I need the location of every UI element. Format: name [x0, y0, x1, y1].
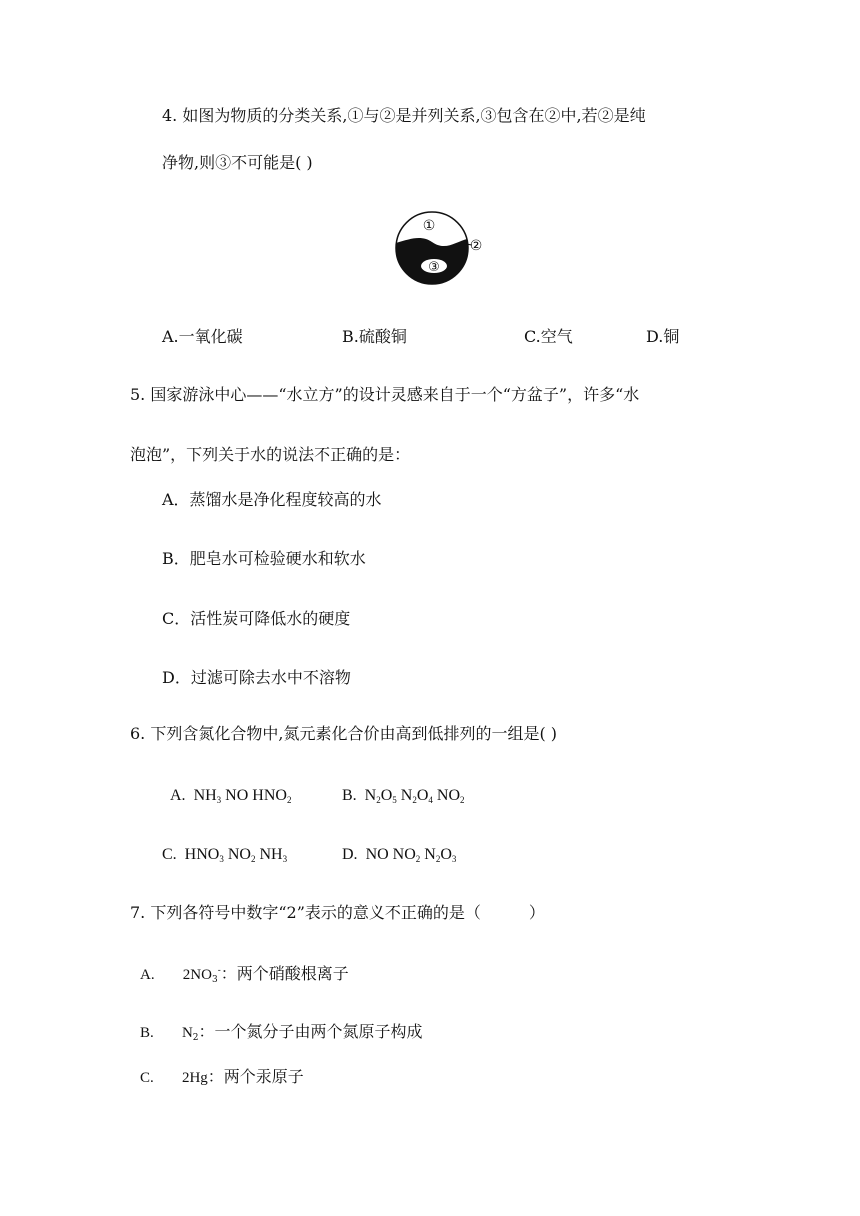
q6-option-b: B. $N_2O_5$ $N_2O_4$ $NO_2$	[342, 787, 465, 805]
q4-option-a: A.一氧化碳	[162, 327, 243, 346]
q7-option-a-label: A.	[140, 967, 155, 983]
q6-option-a: A. $NH_3$ NO $HNO_2$	[170, 787, 292, 805]
q4-stem-line1: 4. 如图为物质的分类关系,①与②是并列关系,③包含在②中,若②是纯	[162, 106, 646, 125]
figure-label-3: ③	[428, 260, 440, 275]
q6-option-d: D. NO $NO_2$ $N_2O_3$	[342, 846, 457, 864]
q7-stem: 7. 下列各符号中数字“2”表示的意义不正确的是（ ）	[130, 903, 545, 922]
q7-option-c-label: C.	[140, 1070, 154, 1086]
q7-option-b-label: B.	[140, 1025, 154, 1041]
q5-option-a: A．蒸馏水是净化程度较高的水	[162, 490, 382, 509]
q4-stem-line2: 净物,则③不可能是( )	[162, 153, 313, 172]
q5-option-d: D．过滤可除去水中不溶物	[162, 668, 351, 687]
figure-label-2: ②	[469, 238, 483, 254]
q6-option-d-label: D.	[342, 846, 358, 863]
q5-stem-line1: 5. 国家游泳中心——“水立方”的设计灵感来自于一个“方盆子”，许多“水	[130, 385, 640, 404]
classification-diagram	[392, 208, 488, 288]
q6-option-c-label: C.	[162, 846, 177, 863]
q4-option-b: B.硫酸铜	[342, 327, 407, 346]
q4-option-d: D.铜	[646, 327, 680, 346]
q6-option-c: C. $HNO_3$ $NO_2$ $NH_3$	[162, 846, 288, 864]
q5-stem-line2: 泡泡”，下列关于水的说法不正确的是：	[130, 445, 411, 464]
q7-option-c: C. 2Hg：两个汞原子	[140, 1067, 304, 1086]
q5-option-b: B．肥皂水可检验硬水和软水	[162, 549, 366, 568]
q6-option-b-label: B.	[342, 787, 357, 804]
q6-stem: 6. 下列含氮化合物中,氮元素化合价由高到低排列的一组是( )	[130, 724, 558, 743]
q5-option-c: C．活性炭可降低水的硬度	[162, 609, 351, 628]
figure-label-1: ①	[422, 218, 436, 234]
q6-option-a-label: A.	[170, 787, 186, 804]
q4-option-c: C.空气	[524, 327, 573, 346]
q7-option-a: A. $2NO_3^-$：两个硝酸根离子	[140, 964, 349, 985]
q7-option-b: B. $N_2$：一个氮分子由两个氮原子构成	[140, 1022, 423, 1043]
